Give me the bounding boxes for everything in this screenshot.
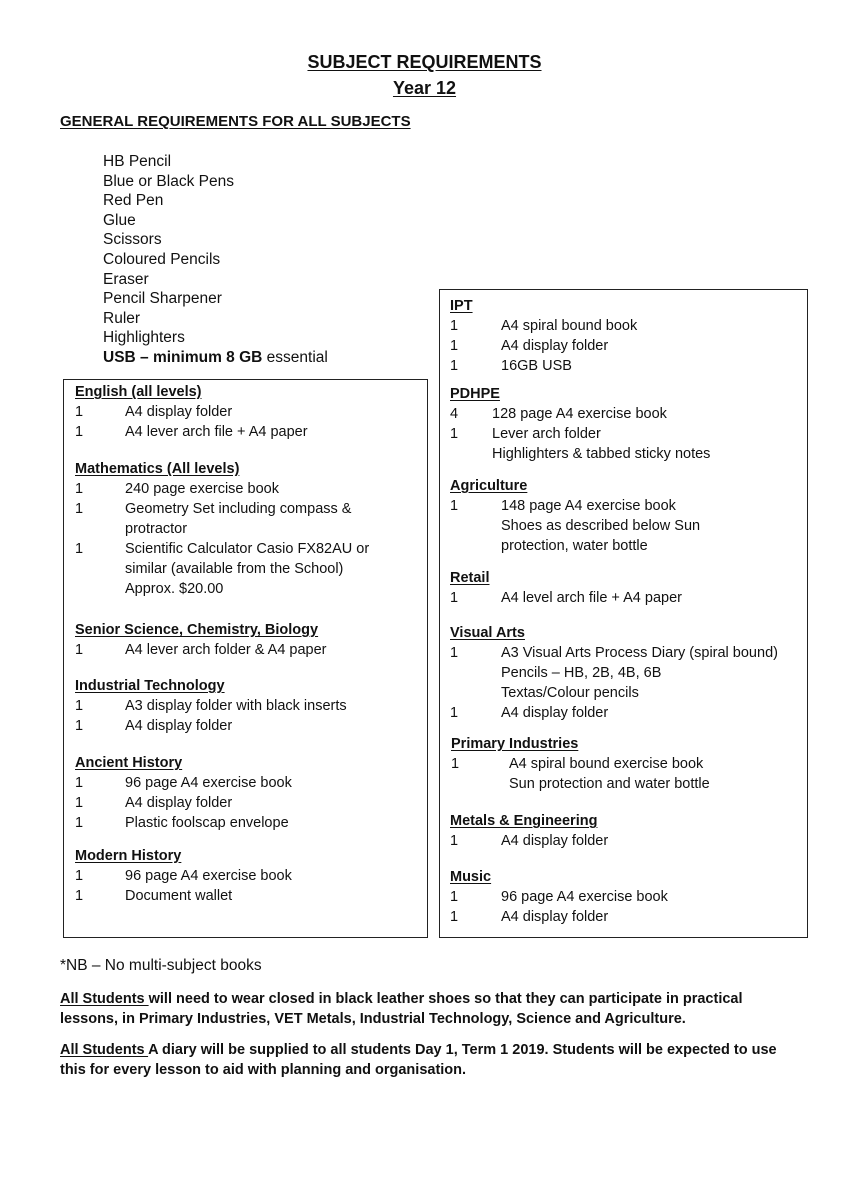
section-industrial-technology (75, 676, 420, 736)
page-subtitle: Year 12 (392, 78, 457, 98)
section-pdhpe (450, 384, 802, 464)
general-item: HB Pencil (103, 153, 172, 170)
item-text: Geometry Set including compass & (125, 501, 352, 517)
section-visual-arts (450, 623, 806, 723)
item-text: Lever arch folder (492, 426, 601, 442)
item-text: A4 lever arch folder & A4 paper (125, 642, 327, 658)
qty: 1 (75, 481, 84, 497)
general-item: Pencil Sharpener (103, 290, 222, 308)
qty: 1 (75, 541, 84, 557)
list-item (450, 683, 806, 703)
qty: 1 (450, 705, 459, 721)
section-maths (75, 459, 420, 599)
section-ipt (450, 296, 802, 376)
item-text: A3 Visual Arts Process Diary (spiral bound) (501, 645, 778, 661)
maths-heading: Mathematics (All levels) (75, 461, 240, 477)
list-item (75, 499, 420, 519)
agriculture-heading: Agriculture (450, 478, 528, 494)
qty: 1 (450, 590, 459, 606)
list-item (450, 444, 802, 464)
list-item (75, 696, 420, 716)
section-retail (450, 568, 802, 608)
item-text: A4 lever arch file + A4 paper (125, 424, 308, 440)
section-agriculture (450, 476, 802, 556)
item-text: 16GB USB (501, 358, 572, 374)
qty: 1 (75, 642, 84, 658)
qty: 1 (450, 645, 459, 661)
industrial-heading: Industrial Technology (75, 678, 225, 694)
list-item (75, 479, 420, 499)
section-ancient-history (75, 753, 420, 833)
qty: 1 (450, 909, 459, 925)
item-text: 240 page exercise book (125, 481, 279, 497)
item-text: Plastic foolscap envelope (125, 815, 289, 831)
list-item (450, 588, 802, 608)
item-text: Textas/Colour pencils (501, 685, 639, 701)
qty: 1 (75, 404, 84, 420)
section-primary-industries (451, 734, 803, 794)
ancient-heading: Ancient History (75, 755, 183, 771)
all-students-label: All Students (60, 1042, 149, 1058)
list-item (75, 886, 420, 906)
list-item (75, 539, 420, 559)
general-item: Highlighters (103, 329, 185, 347)
qty: 1 (75, 795, 84, 811)
list-item (451, 754, 803, 774)
pdhpe-heading: PDHPE (450, 386, 500, 402)
item-text: A3 display folder with black inserts (125, 698, 347, 714)
general-item: Red Pen (103, 192, 164, 210)
section-metals-engineering (450, 811, 802, 851)
item-text: A4 spiral bound exercise book (509, 756, 704, 772)
qty: 1 (450, 498, 459, 514)
list-item-continuation (75, 559, 420, 579)
general-item: Glue (103, 211, 136, 229)
general-item: Blue or Black Pens (103, 172, 234, 190)
item-text: 96 page A4 exercise book (125, 775, 292, 791)
qty: 1 (75, 424, 84, 440)
general-heading: GENERAL REQUIREMENTS FOR ALL SUBJECTS (60, 113, 411, 130)
all-students-label: All Students (60, 991, 149, 1007)
metals-heading: Metals & Engineering (450, 813, 598, 829)
item-text: A4 spiral bound book (501, 318, 638, 334)
list-item (450, 703, 806, 723)
section-english (75, 382, 420, 442)
qty: 1 (75, 815, 84, 831)
item-text: Approx. $20.00 (125, 581, 224, 597)
item-text: Sun protection and water bottle (509, 776, 710, 792)
item-text: similar (available from the School) (125, 561, 344, 577)
qty: 1 (450, 889, 459, 905)
qty: 1 (75, 775, 84, 791)
science-heading: Senior Science, Chemistry, Biology (75, 622, 319, 638)
item-text: A4 display folder (125, 718, 233, 734)
list-item (450, 536, 802, 556)
item-text: A4 display folder (125, 404, 233, 420)
visual-arts-heading: Visual Arts (450, 625, 525, 641)
list-item (75, 640, 420, 660)
diary-text: A diary will be supplied to all students Day 1, Term 1 2019. Students will be expected to use this for every lesson to aid with planning and organisation. (60, 1042, 777, 1078)
list-item (450, 336, 802, 356)
qty: 1 (450, 358, 459, 374)
list-item (450, 831, 802, 851)
shoes-text: will need to wear closed in black leather shoes so that they can participate in practical lessons, in Primary Industries, VET Metals, Industrial Technology, Science and Agriculture. (60, 991, 743, 1027)
list-item (75, 422, 420, 442)
list-item (75, 813, 420, 833)
qty: 1 (75, 698, 84, 714)
list-item (75, 793, 420, 813)
item-text: 96 page A4 exercise book (125, 868, 292, 884)
ipt-heading: IPT (450, 298, 473, 314)
general-list (103, 152, 328, 368)
qty: 1 (450, 426, 459, 442)
section-science (75, 620, 420, 660)
qty: 1 (75, 868, 84, 884)
item-text: A4 level arch file + A4 paper (501, 590, 682, 606)
usb-bold: USB – minimum 8 GB (103, 348, 263, 366)
item-text: protection, water bottle (501, 538, 648, 554)
retail-heading: Retail (450, 570, 490, 586)
diary-paragraph (60, 1040, 800, 1080)
section-music (450, 867, 802, 927)
qty: 1 (75, 501, 84, 517)
general-item: Scissors (103, 231, 162, 249)
modern-heading: Modern History (75, 848, 182, 864)
list-item (450, 516, 802, 536)
qty: 1 (450, 338, 459, 354)
item-text: A4 display folder (125, 795, 233, 811)
item-text: Pencils – HB, 2B, 4B, 6B (501, 665, 662, 681)
list-item-continuation (75, 519, 420, 539)
qty: 1 (450, 318, 459, 334)
qty: 1 (75, 718, 84, 734)
music-heading: Music (450, 869, 492, 885)
qty: 1 (451, 756, 460, 772)
list-item (450, 424, 802, 444)
list-item (75, 716, 420, 736)
list-item (450, 643, 806, 663)
item-text: protractor (125, 521, 188, 537)
item-text: Highlighters & tabbed sticky notes (492, 446, 711, 462)
general-item: Coloured Pencils (103, 250, 221, 268)
item-text: A4 display folder (501, 833, 609, 849)
list-item (75, 402, 420, 422)
item-text: Document wallet (125, 888, 233, 904)
page-title: SUBJECT REQUIREMENTS (307, 52, 542, 72)
list-item (451, 774, 803, 794)
english-heading: English (all levels) (75, 384, 202, 400)
primary-heading: Primary Industries (451, 736, 579, 752)
qty: 1 (75, 888, 84, 904)
list-item (450, 316, 802, 336)
list-item (450, 907, 802, 927)
qty: 4 (450, 406, 459, 422)
list-item (75, 866, 420, 886)
item-text: A4 display folder (501, 705, 609, 721)
item-text: Scientific Calculator Casio FX82AU or (125, 541, 370, 557)
list-item (450, 356, 802, 376)
item-text: Shoes as described below Sun (501, 518, 701, 534)
list-item (450, 887, 802, 907)
list-item (75, 773, 420, 793)
qty: 1 (450, 833, 459, 849)
item-text: A4 display folder (501, 338, 609, 354)
item-text: 148 page A4 exercise book (501, 498, 676, 514)
usb-rest: essential (262, 348, 328, 366)
shoes-paragraph (60, 989, 800, 1029)
section-modern-history (75, 846, 420, 906)
general-item: Ruler (103, 309, 141, 327)
item-text: 96 page A4 exercise book (501, 889, 668, 905)
item-text: A4 display folder (501, 909, 609, 925)
general-item: Eraser (103, 270, 149, 288)
list-item (450, 663, 806, 683)
nb-note: *NB – No multi-subject books (60, 957, 262, 974)
usb-requirement (103, 348, 328, 368)
item-text: 128 page A4 exercise book (492, 406, 667, 422)
list-item (450, 496, 802, 516)
list-item-continuation (75, 579, 420, 599)
list-item (450, 404, 802, 424)
